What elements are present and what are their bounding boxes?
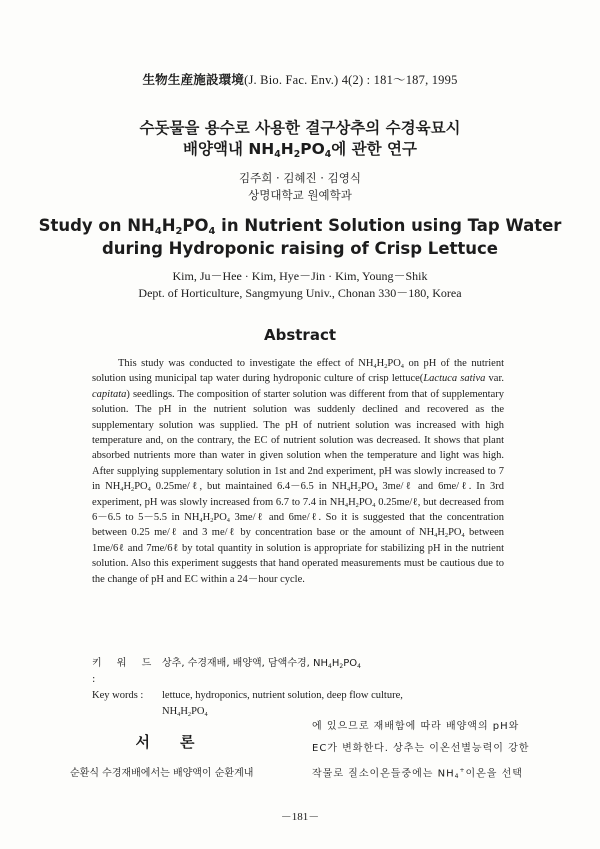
- english-authors: [0, 268, 600, 302]
- keywords-english: [92, 688, 512, 704]
- section-heading-introduction: 서론: [135, 733, 225, 751]
- korean-title-line1: 수돗물을 용수로 사용한 결구상추의 수경육묘시: [139, 119, 461, 137]
- english-title-line1: Study on $NH_4H_2PO_4$ in Nutrient Solution using Tap Water: [38, 216, 562, 237]
- body-left-column: [70, 766, 310, 782]
- english-title: [0, 214, 600, 260]
- korean-title: [0, 118, 600, 160]
- abstract-paragraph: This study was conducted to investigate the effect of $NH_4H_2PO_4$ on pH of the nutrient solution using municipal tap water during hydroponic culture of crisp lettuce(Lactuca sativa var. capitata) seedlings. The composition of starter solution was different from that of supplementary solution. The pH in the nutrient solution was suddenly declined and recovered as the supplementary solution was supplied. The pH of nutrient solution was increased with high temperature and, on the contrary, the EC of nutrient solution was decreased. It shows that plant absorbed nutrients more than water in given solution when the temperature and light was high. After supplying supplementary solution in 1st and 2nd experiment, pH was slowly increased to 7 in $NH_4H_2PO_4$ 0.25me/ℓ, but maintained 6.4－6.5 in $NH_4H_2PO_4$ 3me/ℓ and 6me/ℓ. In 3rd experiment, pH was slowly increased from 6.7 to 7.4 in $NH_4H_2PO_4$ 0.25me/ℓ, but decreased from 6－6.5 to 5－5.5 in $NH_4H_2PO_4$ 3me/ℓ and 6me/ℓ. So it is suggested that the concentration between 0.25 me/ℓ and 3 me/ℓ by concentration base or the amount of $NH_4H_2PO_4$ between 1me/6ℓ and 7me/6ℓ by total quantity in solution is appropriate for stabilizing pH in the nutrient solution. Also this experiment suggests that hand operated measurements must be cautious due to the change of pH and EC within a 24－hour cycle.: [92, 358, 505, 585]
- body-right-line3: 작물로 질소이온들중에는 $NH_4^+$이온을 선택: [312, 767, 523, 781]
- journal-header: [0, 70, 600, 88]
- page-number: －181－: [280, 811, 320, 823]
- korean-title-line2: 배양액내 $NH_4H_2PO_4$에 관한 연구: [183, 140, 417, 160]
- keywords-korean: [92, 656, 512, 688]
- keywords-block: [92, 656, 512, 720]
- body-right-line1: 에 있으므로 재배함에 따라 배양액의 pH와: [312, 721, 520, 732]
- keywords-label-en: Key words :: [92, 690, 144, 701]
- abstract-heading: Abstract: [263, 326, 337, 344]
- korean-affiliation: 상명대학교 원예학과: [248, 188, 352, 202]
- english-author-names: Kim, Ju－Hee · Kim, Hye－Jin · Kim, Young－Shik: [172, 269, 428, 283]
- korean-authors: [0, 170, 600, 204]
- english-affiliation: Dept. of Horticulture, Sangmyung Univ., Chonan 330－180, Korea: [138, 286, 462, 300]
- journal-citation: (J. Bio. Fac. Env.) 4(2) : 181～187, 1995: [244, 73, 458, 87]
- body-left-line: 순환식 수경재배에서는 배양액이 순환계내: [70, 768, 254, 779]
- abstract-body: [92, 356, 504, 587]
- body-right-line2: EC가 변화한다. 상추는 이온선별능력이 강한: [312, 743, 530, 754]
- keywords-label-ko: 키 워 드 :: [92, 658, 158, 685]
- english-title-line2: during Hydroponic raising of Crisp Lettuce: [101, 239, 499, 258]
- keywords-value-en: lettuce, hydroponics, nutrient solution, deep flow culture,: [162, 690, 403, 701]
- keywords-value-ko: 상추, 수경재배, 배양액, 담액수경, $NH_4H_2PO_4$: [162, 658, 361, 670]
- body-right-column: [312, 716, 550, 785]
- korean-author-names: 김주희 · 김혜진 · 김영식: [239, 171, 361, 185]
- keywords-english-continuation: $NH_4H_2PO_4$: [162, 706, 208, 718]
- journal-name-ko: 生物生産施設環境: [142, 73, 245, 87]
